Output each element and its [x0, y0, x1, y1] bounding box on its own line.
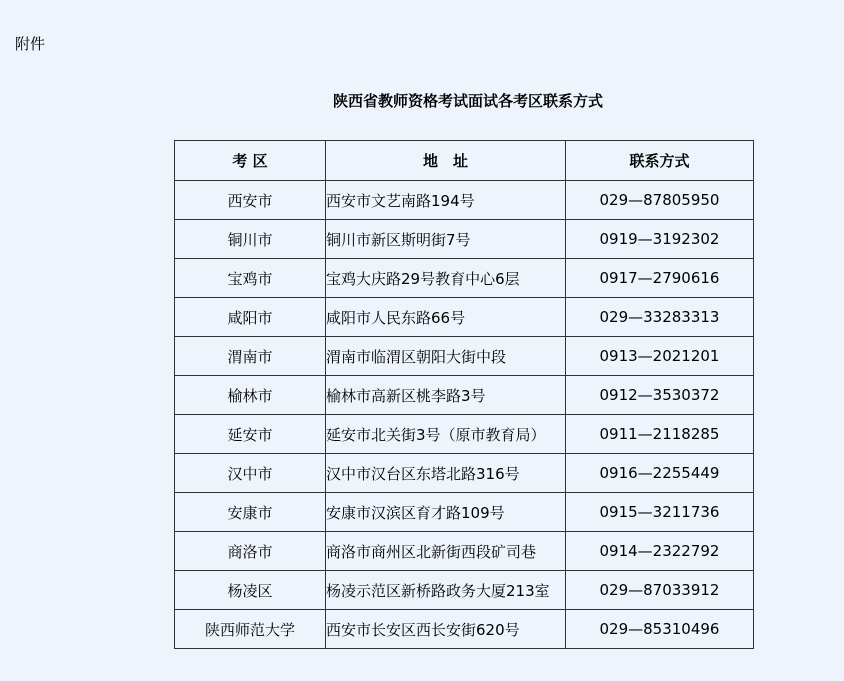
area-cell: 渭南市 — [175, 337, 326, 376]
area-cell: 杨凌区 — [175, 571, 326, 610]
header-phone: 联系方式 — [566, 141, 754, 181]
address-cell: 商洛市商州区北新街西段矿司巷 — [326, 532, 566, 571]
phone-cell: 0911—2118285 — [566, 415, 754, 454]
phone-cell: 0915—3211736 — [566, 493, 754, 532]
address-cell: 杨凌示范区新桥路政务大厦213室 — [326, 571, 566, 610]
area-cell: 铜川市 — [175, 220, 326, 259]
address-cell: 西安市文艺南路194号 — [326, 181, 566, 220]
contact-table — [174, 140, 754, 649]
area-cell: 宝鸡市 — [175, 259, 326, 298]
area-cell: 汉中市 — [175, 454, 326, 493]
address-cell: 汉中市汉台区东塔北路316号 — [326, 454, 566, 493]
table-row — [175, 337, 754, 376]
area-cell: 榆林市 — [175, 376, 326, 415]
area-cell: 商洛市 — [175, 532, 326, 571]
phone-cell: 0914—2322792 — [566, 532, 754, 571]
phone-cell: 0916—2255449 — [566, 454, 754, 493]
table-row — [175, 532, 754, 571]
phone-cell: 0913—2021201 — [566, 337, 754, 376]
area-cell: 陕西师范大学 — [175, 610, 326, 649]
address-cell: 咸阳市人民东路66号 — [326, 298, 566, 337]
phone-cell: 0912—3530372 — [566, 376, 754, 415]
phone-cell: 0919—3192302 — [566, 220, 754, 259]
phone-cell: 0917—2790616 — [566, 259, 754, 298]
table-row — [175, 298, 754, 337]
table-row — [175, 454, 754, 493]
address-cell: 安康市汉滨区育才路109号 — [326, 493, 566, 532]
table-row — [175, 259, 754, 298]
table-row — [175, 376, 754, 415]
area-cell: 延安市 — [175, 415, 326, 454]
phone-cell: 029—87033912 — [566, 571, 754, 610]
document-title: 陕西省教师资格考试面试各考区联系方式 — [333, 92, 604, 110]
table-row — [175, 181, 754, 220]
address-cell: 西安市长安区西长安街620号 — [326, 610, 566, 649]
header-area: 考 区 — [175, 141, 326, 181]
table-header-row — [175, 141, 754, 181]
address-cell: 宝鸡大庆路29号教育中心6层 — [326, 259, 566, 298]
phone-cell: 029—85310496 — [566, 610, 754, 649]
address-cell: 榆林市高新区桃李路3号 — [326, 376, 566, 415]
address-cell: 铜川市新区斯明街7号 — [326, 220, 566, 259]
table-row — [175, 220, 754, 259]
area-cell: 咸阳市 — [175, 298, 326, 337]
table-row — [175, 415, 754, 454]
address-cell: 渭南市临渭区朝阳大街中段 — [326, 337, 566, 376]
table-row — [175, 571, 754, 610]
address-cell: 延安市北关街3号（原市教育局） — [326, 415, 566, 454]
phone-cell: 029—87805950 — [566, 181, 754, 220]
attachment-label: 附件 — [15, 35, 46, 53]
area-cell: 安康市 — [175, 493, 326, 532]
header-address: 地 址 — [326, 141, 566, 181]
phone-cell: 029—33283313 — [566, 298, 754, 337]
table-row — [175, 493, 754, 532]
area-cell: 西安市 — [175, 181, 326, 220]
table-row — [175, 610, 754, 649]
